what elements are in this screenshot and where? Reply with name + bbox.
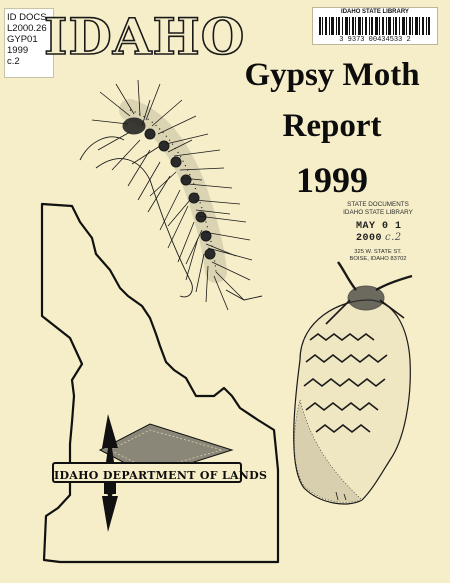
stamp-copy-note: c.2 [385, 232, 402, 243]
barcode-label [312, 7, 438, 45]
received-stamp [330, 201, 450, 263]
call-number-line: 1999 [7, 45, 29, 56]
masthead-idaho: IDAHO [44, 7, 246, 66]
stamp-date [356, 221, 450, 244]
stamp-line-2: IDAHO STATE LIBRARY [343, 208, 413, 216]
agency-name-box [52, 462, 268, 483]
gypsy-moth-adult-icon [294, 262, 412, 504]
stamp-address-1: 325 W. STATE ST. [354, 249, 402, 255]
agency-name: IDAHO DEPARTMENT OF LANDS [54, 469, 268, 482]
title-line-1: Gypsy Moth [244, 57, 420, 93]
call-number-line: GYP01 [7, 34, 38, 45]
barcode-icon [319, 17, 431, 35]
stamp-date-text: MAY 0 1 2000 [356, 221, 402, 244]
call-number-line: ID DOCS [7, 12, 47, 23]
title-year: 1999 [296, 160, 368, 200]
call-number-line: c.2 [7, 56, 20, 67]
title-line-2: Report [282, 108, 382, 144]
barcode-library-name: IDAHO STATE LIBRARY [341, 9, 409, 15]
barcode-number: 3 9373 00434533 2 [339, 36, 411, 44]
stamp-address-2: BOISE, IDAHO 83702 [349, 256, 407, 262]
call-number-line: L2000.26 [7, 23, 47, 34]
stamp-line-1: STATE DOCUMENTS [347, 201, 409, 208]
